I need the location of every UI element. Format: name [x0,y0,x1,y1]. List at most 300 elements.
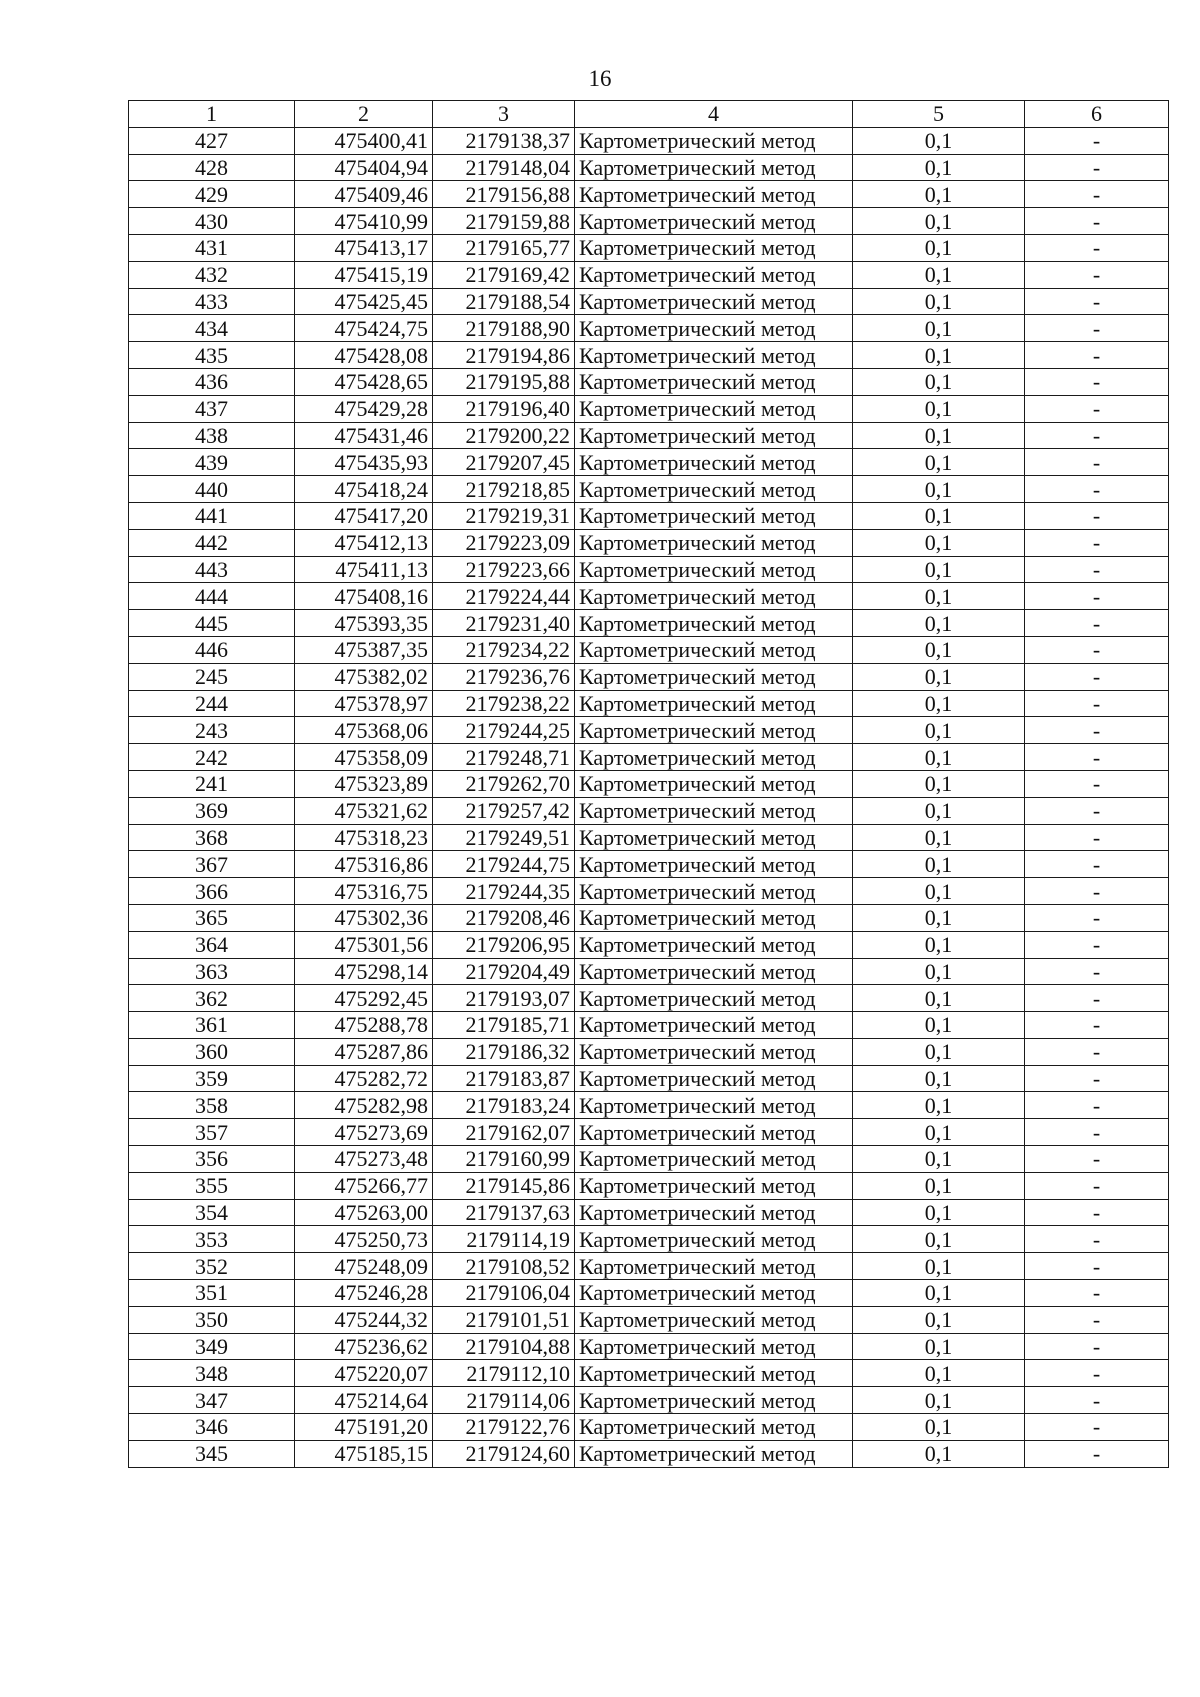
method-cell: Картометрический метод [575,556,853,583]
point-number-cell: 439 [129,449,295,476]
y-coordinate-cell: 2179183,24 [433,1092,575,1119]
method-cell: Картометрический метод [575,1092,853,1119]
x-coordinate-cell: 475428,08 [295,342,433,369]
accuracy-cell: 0,1 [853,717,1025,744]
table-row [129,1038,1169,1065]
method-cell: Картометрический метод [575,342,853,369]
method-cell: Картометрический метод [575,770,853,797]
method-cell: Картометрический метод [575,1333,853,1360]
x-coordinate-cell: 475404,94 [295,154,433,181]
description-cell: - [1025,1253,1169,1280]
point-number-cell: 442 [129,529,295,556]
x-coordinate-cell: 475191,20 [295,1414,433,1441]
accuracy-cell: 0,1 [853,1065,1025,1092]
y-coordinate-cell: 2179219,31 [433,502,575,529]
point-number-cell: 443 [129,556,295,583]
method-cell: Картометрический метод [575,904,853,931]
table-row [129,1280,1169,1307]
accuracy-cell: 0,1 [853,958,1025,985]
method-cell: Картометрический метод [575,1280,853,1307]
method-cell: Картометрический метод [575,315,853,342]
method-cell: Картометрический метод [575,636,853,663]
description-cell: - [1025,502,1169,529]
description-cell: - [1025,824,1169,851]
y-coordinate-cell: 2179106,04 [433,1280,575,1307]
column-header: 5 [853,101,1025,128]
y-coordinate-cell: 2179262,70 [433,770,575,797]
point-number-cell: 441 [129,502,295,529]
table-row [129,476,1169,503]
description-cell: - [1025,583,1169,610]
accuracy-cell: 0,1 [853,1146,1025,1173]
point-number-cell: 435 [129,342,295,369]
table-row [129,636,1169,663]
description-cell: - [1025,529,1169,556]
y-coordinate-cell: 2179159,88 [433,208,575,235]
y-coordinate-cell: 2179185,71 [433,1012,575,1039]
table-row [129,529,1169,556]
description-cell: - [1025,931,1169,958]
x-coordinate-cell: 475220,07 [295,1360,433,1387]
page-number: 16 [588,66,612,91]
y-coordinate-cell: 2179193,07 [433,985,575,1012]
table-row [129,1199,1169,1226]
description-cell: - [1025,985,1169,1012]
table-row [129,395,1169,422]
method-cell: Картометрический метод [575,690,853,717]
y-coordinate-cell: 2179248,71 [433,744,575,771]
table-row [129,127,1169,154]
table-body [129,101,1169,1468]
table-row [129,1333,1169,1360]
description-cell: - [1025,717,1169,744]
description-cell: - [1025,208,1169,235]
y-coordinate-cell: 2179208,46 [433,904,575,931]
accuracy-cell: 0,1 [853,395,1025,422]
x-coordinate-cell: 475409,46 [295,181,433,208]
x-coordinate-cell: 475408,16 [295,583,433,610]
y-coordinate-cell: 2179195,88 [433,368,575,395]
point-number-cell: 440 [129,476,295,503]
point-number-cell: 242 [129,744,295,771]
table-row [129,878,1169,905]
table-row [129,690,1169,717]
description-cell: - [1025,261,1169,288]
x-coordinate-cell: 475298,14 [295,958,433,985]
method-cell: Картометрический метод [575,1119,853,1146]
accuracy-cell: 0,1 [853,904,1025,931]
accuracy-cell: 0,1 [853,315,1025,342]
point-number-cell: 350 [129,1306,295,1333]
description-cell: - [1025,1440,1169,1467]
point-number-cell: 437 [129,395,295,422]
x-coordinate-cell: 475316,75 [295,878,433,905]
table-row [129,958,1169,985]
description-cell: - [1025,636,1169,663]
table-row [129,1440,1169,1467]
point-number-cell: 241 [129,770,295,797]
method-cell: Картометрический метод [575,851,853,878]
x-coordinate-cell: 475266,77 [295,1172,433,1199]
x-coordinate-cell: 475368,06 [295,717,433,744]
point-number-cell: 360 [129,1038,295,1065]
method-cell: Картометрический метод [575,529,853,556]
table-row [129,610,1169,637]
accuracy-cell: 0,1 [853,744,1025,771]
x-coordinate-cell: 475417,20 [295,502,433,529]
method-cell: Картометрический метод [575,1440,853,1467]
description-cell: - [1025,556,1169,583]
accuracy-cell: 0,1 [853,154,1025,181]
description-cell: - [1025,181,1169,208]
point-number-cell: 428 [129,154,295,181]
description-cell: - [1025,1226,1169,1253]
accuracy-cell: 0,1 [853,1012,1025,1039]
accuracy-cell: 0,1 [853,1226,1025,1253]
point-number-cell: 446 [129,636,295,663]
x-coordinate-cell: 475302,36 [295,904,433,931]
y-coordinate-cell: 2179138,37 [433,127,575,154]
column-header: 2 [295,101,433,128]
x-coordinate-cell: 475282,72 [295,1065,433,1092]
method-cell: Картометрический метод [575,288,853,315]
table-row [129,1172,1169,1199]
y-coordinate-cell: 2179183,87 [433,1065,575,1092]
description-cell: - [1025,1306,1169,1333]
method-cell: Картометрический метод [575,610,853,637]
point-number-cell: 353 [129,1226,295,1253]
point-number-cell: 346 [129,1414,295,1441]
y-coordinate-cell: 2179104,88 [433,1333,575,1360]
description-cell: - [1025,1065,1169,1092]
accuracy-cell: 0,1 [853,1199,1025,1226]
description-cell: - [1025,1092,1169,1119]
table-row [129,663,1169,690]
description-cell: - [1025,1172,1169,1199]
table-row [129,1065,1169,1092]
y-coordinate-cell: 2179112,10 [433,1360,575,1387]
accuracy-cell: 0,1 [853,931,1025,958]
y-coordinate-cell: 2179124,60 [433,1440,575,1467]
x-coordinate-cell: 475393,35 [295,610,433,637]
x-coordinate-cell: 475358,09 [295,744,433,771]
method-cell: Картометрический метод [575,154,853,181]
accuracy-cell: 0,1 [853,1440,1025,1467]
point-number-cell: 430 [129,208,295,235]
method-cell: Картометрический метод [575,797,853,824]
accuracy-cell: 0,1 [853,529,1025,556]
accuracy-cell: 0,1 [853,610,1025,637]
point-number-cell: 245 [129,663,295,690]
method-cell: Картометрический метод [575,502,853,529]
accuracy-cell: 0,1 [853,851,1025,878]
point-number-cell: 434 [129,315,295,342]
point-number-cell: 433 [129,288,295,315]
table-row [129,288,1169,315]
point-number-cell: 438 [129,422,295,449]
method-cell: Картометрический метод [575,985,853,1012]
description-cell: - [1025,1414,1169,1441]
x-coordinate-cell: 475301,56 [295,931,433,958]
method-cell: Картометрический метод [575,931,853,958]
description-cell: - [1025,395,1169,422]
description-cell: - [1025,744,1169,771]
description-cell: - [1025,422,1169,449]
point-number-cell: 356 [129,1146,295,1173]
description-cell: - [1025,342,1169,369]
column-header: 6 [1025,101,1169,128]
table-row [129,770,1169,797]
method-cell: Картометрический метод [575,368,853,395]
x-coordinate-cell: 475214,64 [295,1387,433,1414]
table-row [129,449,1169,476]
y-coordinate-cell: 2179156,88 [433,181,575,208]
table-row [129,797,1169,824]
y-coordinate-cell: 2179114,19 [433,1226,575,1253]
method-cell: Картометрический метод [575,878,853,905]
y-coordinate-cell: 2179101,51 [433,1306,575,1333]
y-coordinate-cell: 2179148,04 [433,154,575,181]
table-row [129,1146,1169,1173]
x-coordinate-cell: 475292,45 [295,985,433,1012]
point-number-cell: 365 [129,904,295,931]
y-coordinate-cell: 2179249,51 [433,824,575,851]
y-coordinate-cell: 2179186,32 [433,1038,575,1065]
point-number-cell: 363 [129,958,295,985]
point-number-cell: 436 [129,368,295,395]
accuracy-cell: 0,1 [853,1360,1025,1387]
table-row [129,208,1169,235]
y-coordinate-cell: 2179169,42 [433,261,575,288]
x-coordinate-cell: 475250,73 [295,1226,433,1253]
x-coordinate-cell: 475418,24 [295,476,433,503]
point-number-cell: 364 [129,931,295,958]
description-cell: - [1025,154,1169,181]
table-row [129,824,1169,851]
accuracy-cell: 0,1 [853,1038,1025,1065]
y-coordinate-cell: 2179137,63 [433,1199,575,1226]
method-cell: Картометрический метод [575,958,853,985]
method-cell: Картометрический метод [575,422,853,449]
point-number-cell: 345 [129,1440,295,1467]
x-coordinate-cell: 475428,65 [295,368,433,395]
table-row [129,1306,1169,1333]
point-number-cell: 348 [129,1360,295,1387]
y-coordinate-cell: 2179196,40 [433,395,575,422]
table-row [129,931,1169,958]
method-cell: Картометрический метод [575,1146,853,1173]
accuracy-cell: 0,1 [853,1414,1025,1441]
table-row [129,583,1169,610]
point-number-cell: 244 [129,690,295,717]
description-cell: - [1025,663,1169,690]
y-coordinate-cell: 2179207,45 [433,449,575,476]
description-cell: - [1025,610,1169,637]
accuracy-cell: 0,1 [853,127,1025,154]
x-coordinate-cell: 475429,28 [295,395,433,422]
table-row [129,851,1169,878]
point-number-cell: 347 [129,1387,295,1414]
method-cell: Картометрический метод [575,1172,853,1199]
y-coordinate-cell: 2179224,44 [433,583,575,610]
method-cell: Картометрический метод [575,663,853,690]
table-row [129,1360,1169,1387]
x-coordinate-cell: 475318,23 [295,824,433,851]
x-coordinate-cell: 475263,00 [295,1199,433,1226]
table-row [129,502,1169,529]
method-cell: Картометрический метод [575,824,853,851]
x-coordinate-cell: 475244,32 [295,1306,433,1333]
table-row [129,234,1169,261]
x-coordinate-cell: 475316,86 [295,851,433,878]
y-coordinate-cell: 2179231,40 [433,610,575,637]
x-coordinate-cell: 475415,19 [295,261,433,288]
x-coordinate-cell: 475400,41 [295,127,433,154]
table-row [129,1387,1169,1414]
y-coordinate-cell: 2179145,86 [433,1172,575,1199]
y-coordinate-cell: 2179165,77 [433,234,575,261]
accuracy-cell: 0,1 [853,261,1025,288]
description-cell: - [1025,476,1169,503]
table-row [129,422,1169,449]
accuracy-cell: 0,1 [853,342,1025,369]
x-coordinate-cell: 475273,69 [295,1119,433,1146]
description-cell: - [1025,1387,1169,1414]
description-cell: - [1025,315,1169,342]
description-cell: - [1025,770,1169,797]
point-number-cell: 351 [129,1280,295,1307]
description-cell: - [1025,878,1169,905]
x-coordinate-cell: 475412,13 [295,529,433,556]
table-row [129,1253,1169,1280]
method-cell: Картометрический метод [575,717,853,744]
point-number-cell: 359 [129,1065,295,1092]
description-cell: - [1025,851,1169,878]
point-number-cell: 243 [129,717,295,744]
x-coordinate-cell: 475378,97 [295,690,433,717]
accuracy-cell: 0,1 [853,1172,1025,1199]
y-coordinate-cell: 2179244,25 [433,717,575,744]
accuracy-cell: 0,1 [853,663,1025,690]
description-cell: - [1025,234,1169,261]
point-number-cell: 366 [129,878,295,905]
method-cell: Картометрический метод [575,1253,853,1280]
table-row [129,1092,1169,1119]
method-cell: Картометрический метод [575,1065,853,1092]
accuracy-cell: 0,1 [853,636,1025,663]
x-coordinate-cell: 475248,09 [295,1253,433,1280]
accuracy-cell: 0,1 [853,1387,1025,1414]
description-cell: - [1025,1280,1169,1307]
coordinates-table [128,100,1169,1468]
y-coordinate-cell: 2179160,99 [433,1146,575,1173]
y-coordinate-cell: 2179234,22 [433,636,575,663]
x-coordinate-cell: 475425,45 [295,288,433,315]
x-coordinate-cell: 475435,93 [295,449,433,476]
method-cell: Картометрический метод [575,476,853,503]
table-row [129,1226,1169,1253]
description-cell: - [1025,690,1169,717]
point-number-cell: 358 [129,1092,295,1119]
method-cell: Картометрический метод [575,395,853,422]
y-coordinate-cell: 2179244,35 [433,878,575,905]
x-coordinate-cell: 475236,62 [295,1333,433,1360]
y-coordinate-cell: 2179122,76 [433,1414,575,1441]
y-coordinate-cell: 2179188,54 [433,288,575,315]
x-coordinate-cell: 475287,86 [295,1038,433,1065]
x-coordinate-cell: 475323,89 [295,770,433,797]
y-coordinate-cell: 2179218,85 [433,476,575,503]
table-row [129,342,1169,369]
accuracy-cell: 0,1 [853,502,1025,529]
accuracy-cell: 0,1 [853,208,1025,235]
table-row [129,1414,1169,1441]
accuracy-cell: 0,1 [853,1280,1025,1307]
point-number-cell: 445 [129,610,295,637]
point-number-cell: 367 [129,851,295,878]
method-cell: Картометрический метод [575,1306,853,1333]
method-cell: Картометрический метод [575,127,853,154]
accuracy-cell: 0,1 [853,770,1025,797]
column-header: 1 [129,101,295,128]
method-cell: Картометрический метод [575,208,853,235]
y-coordinate-cell: 2179238,22 [433,690,575,717]
x-coordinate-cell: 475185,15 [295,1440,433,1467]
point-number-cell: 368 [129,824,295,851]
table-row [129,904,1169,931]
point-number-cell: 361 [129,1012,295,1039]
accuracy-cell: 0,1 [853,583,1025,610]
y-coordinate-cell: 2179108,52 [433,1253,575,1280]
table-row [129,717,1169,744]
description-cell: - [1025,1119,1169,1146]
y-coordinate-cell: 2179204,49 [433,958,575,985]
column-header: 4 [575,101,853,128]
point-number-cell: 357 [129,1119,295,1146]
x-coordinate-cell: 475413,17 [295,234,433,261]
column-header: 3 [433,101,575,128]
table-row [129,556,1169,583]
accuracy-cell: 0,1 [853,1306,1025,1333]
description-cell: - [1025,1012,1169,1039]
y-coordinate-cell: 2179223,66 [433,556,575,583]
y-coordinate-cell: 2179200,22 [433,422,575,449]
description-cell: - [1025,368,1169,395]
method-cell: Картометрический метод [575,1360,853,1387]
description-cell: - [1025,449,1169,476]
method-cell: Картометрический метод [575,181,853,208]
accuracy-cell: 0,1 [853,556,1025,583]
x-coordinate-cell: 475411,13 [295,556,433,583]
y-coordinate-cell: 2179223,09 [433,529,575,556]
accuracy-cell: 0,1 [853,288,1025,315]
table-row [129,261,1169,288]
point-number-cell: 369 [129,797,295,824]
table-row [129,1119,1169,1146]
method-cell: Картометрический метод [575,234,853,261]
x-coordinate-cell: 475424,75 [295,315,433,342]
description-cell: - [1025,1038,1169,1065]
accuracy-cell: 0,1 [853,476,1025,503]
table-row [129,181,1169,208]
accuracy-cell: 0,1 [853,1092,1025,1119]
table-row [129,315,1169,342]
y-coordinate-cell: 2179162,07 [433,1119,575,1146]
point-number-cell: 355 [129,1172,295,1199]
point-number-cell: 431 [129,234,295,261]
y-coordinate-cell: 2179114,06 [433,1387,575,1414]
accuracy-cell: 0,1 [853,985,1025,1012]
